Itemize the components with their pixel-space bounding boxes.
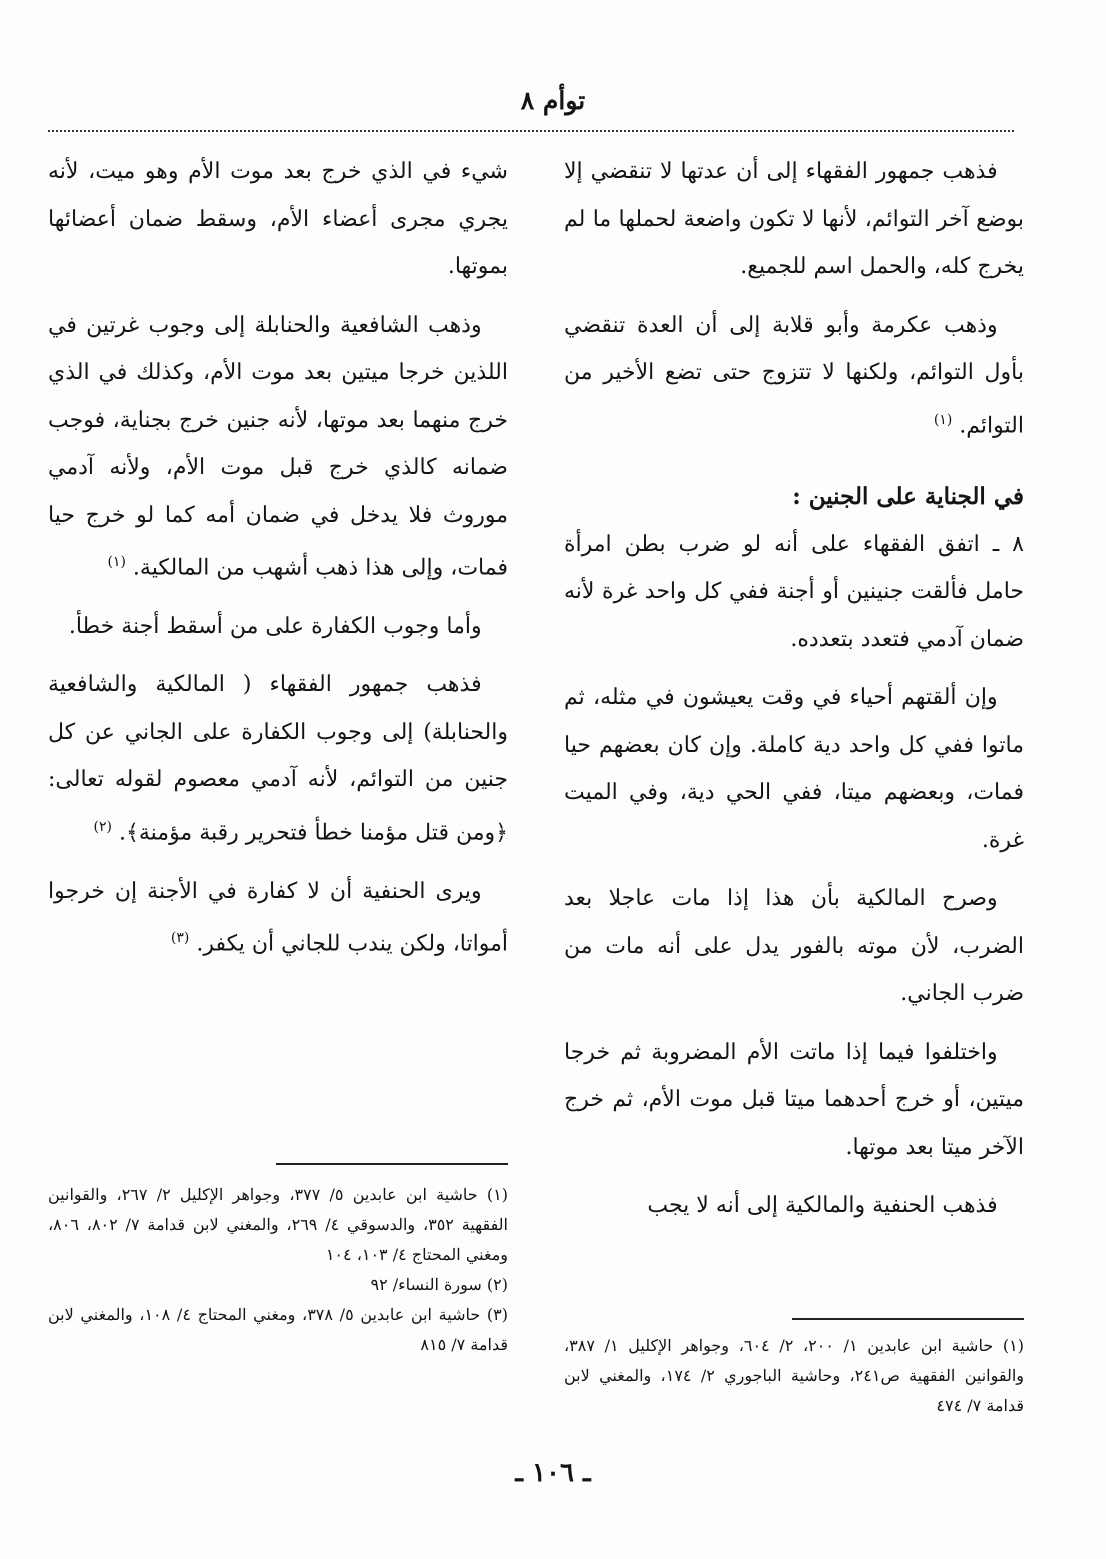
paragraph: ٨ ـ اتفق الفقهاء على أنه لو ضرب بطن امرأة حامل فألقت جنينين أو أجنة ففي كل واحد غرة لأنه ضمان آدمي فتعدد بتعدده. [564, 531, 1024, 652]
paragraph: فذهب جمهور الفقهاء ( المالكية والشافعية والحنابلة) إلى وجوب الكفارة على الجاني عن كل جنين من التوائم، لأنه آدمي معصوم لقوله تعالى: ﴿ومن قتل مؤمنا خطأ فتحرير رقبة مؤمنة﴾. $^{(٢)}$ [48, 672, 508, 846]
footnote-rule [276, 1163, 508, 1165]
footnote-ref: (١) [107, 554, 126, 570]
header-dotted-rule [48, 130, 1014, 132]
left-column [48, 148, 508, 979]
running-header: توأم ٨ [520, 86, 586, 115]
paragraph: واختلفوا فيما إذا ماتت الأم المضروبة ثم خرجا ميتين، أو خرج أحدهما ميتا قبل موت الأم، ثم خرج الآخر ميتا بعد موتها. [564, 1039, 1024, 1160]
footnotes-right [564, 1331, 1024, 1421]
paragraph: وذهب عكرمة وأبو قلابة إلى أن العدة تنقضي بأول التوائم، ولكنها لا تتزوج حتى تضع الأخير من التوائم. $^{(١)}$ [564, 312, 1024, 438]
paragraph: وإن ألقتهم أحياء في وقت يعيشون في مثله، ثم ماتوا ففي كل واحد دية كاملة. وإن كان بعضهم حيا فمات، وبعضهم ميتا، ففي الحي دية، وفي الميت غرة. [564, 685, 1024, 853]
paragraph: وذهب الشافعية والحنابلة إلى وجوب غرتين في اللذين خرجا ميتين بعد موت الأم، وكذلك في الذي خرج منهما بعد موتها، لأنه جنين خرج بجناية، فوجب ضمانه كالذي خرج قبل موت الأم، ولأنه آدمي موروث فلا يدخل في ضمان أمه كما لو خرج حيا فمات، وإلى هذا ذهب أشهب من المالكية. $^{(١)}$ [48, 312, 508, 581]
right-column [564, 148, 1024, 1241]
footnote-ref: (٢) [93, 818, 112, 835]
footnote: (١) حاشية ابن عابدين ١/ ٢٠٠، ٢/ ٦٠٤، وجواهر الإكليل ١/ ٣٨٧، والقوانين الفقهية ص٢٤١، وحاشية الباجوري ٢/ ١٧٤، والمغني لابن قدامة ٧/ ٤٧٤ [564, 1336, 1025, 1415]
footnote-ref: (١) [933, 411, 953, 428]
footnote: (٣) حاشية ابن عابدين ٥/ ٣٧٨، ومغني المحتاج ٤/ ١٠٨، والمغني لابن قدامة ٧/ ٨١٥ [48, 1305, 509, 1354]
paragraph: وأما وجوب الكفارة على من أسقط أجنة خطأ. [68, 613, 482, 639]
footnote-rule [792, 1318, 1024, 1320]
footnotes-left [48, 1180, 508, 1360]
page-number: ـ ١٠٦ ـ [515, 1458, 591, 1488]
paragraph: فذهب جمهور الفقهاء إلى أن عدتها لا تنقضي إلا بوضع آخر التوائم، لأنها لا تكون واضعة لحملها ما لم يخرج كله، والحمل اسم للجميع. [564, 159, 1024, 279]
footnote: (١) حاشية ابن عابدين ٥/ ٣٧٧، وجواهر الإكليل ٢/ ٢٦٧، والقوانين الفقهية ٣٥٢، والدسوقي ٤/ ٢٦٩، والمغني لابن قدامة ٧/ ٨٠٢، ٨٠٦، ومغني المحتاج ٤/ ١٠٣، ١٠٤ [48, 1185, 509, 1264]
paragraph: ويرى الحنفية أن لا كفارة في الأجنة إن خرجوا أمواتا، ولكن يندب للجاني أن يكفر. $^{(٣)}$ [48, 878, 508, 957]
paragraph: شيء في الذي خرج بعد موت الأم وهو ميت، لأنه يجري مجرى أعضاء الأم، وسقط ضمان أعضائها بموتها. [48, 159, 508, 279]
paragraph: وصرح المالكية بأن هذا إذا مات عاجلا بعد الضرب، لأن موته بالفور يدل على أنه مات من ضرب الجاني. [564, 886, 1024, 1007]
footnote: (٢) سورة النساء/ ٩٢ [370, 1275, 508, 1294]
footnote-ref: (٣) [170, 930, 190, 947]
paragraph: فذهب الحنفية والمالكية إلى أنه لا يجب [647, 1193, 998, 1219]
section-heading: في الجناية على الجنين : [792, 483, 1024, 511]
